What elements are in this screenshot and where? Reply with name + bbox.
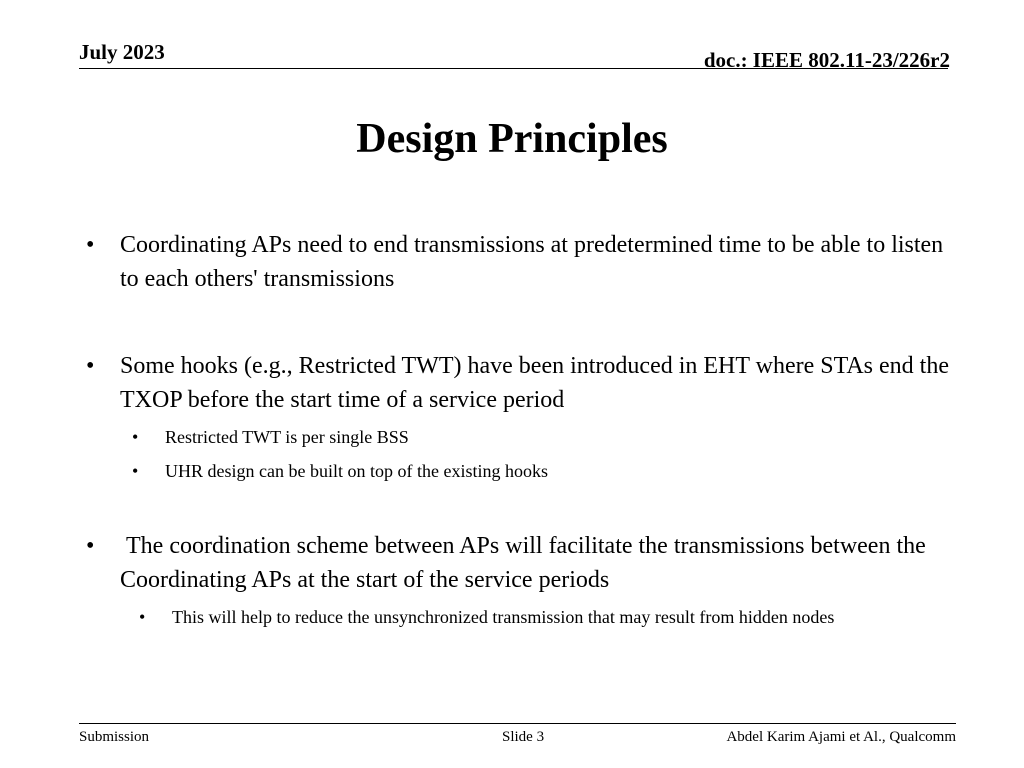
header-doc-id: doc.: IEEE 802.11-23/226r2 xyxy=(703,48,950,72)
bullet-marker: • xyxy=(86,353,95,379)
bullet-marker: • xyxy=(139,607,146,627)
sub-bullet-item xyxy=(132,423,955,451)
footer-author: Abdel Karim Ajami et Al., Qualcomm xyxy=(726,729,956,745)
bullet-marker: • xyxy=(132,427,139,447)
sub-bullet-item xyxy=(132,457,955,485)
bullet-marker: • xyxy=(86,232,95,258)
bullet-marker: • xyxy=(132,461,139,481)
bullet-marker: • xyxy=(86,533,95,559)
bullet-item xyxy=(86,529,950,597)
sub-bullet-item xyxy=(139,603,962,631)
bullet-item xyxy=(86,228,950,296)
slide-title: Design Principles xyxy=(356,116,668,162)
bullet-text: Some hooks (e.g., Restricted TWT) have been introduced in EHT where STAs end the TXOP before the start time of a service period xyxy=(120,353,949,413)
header-date: July 2023 xyxy=(79,40,165,64)
sub-bullet-text: Restricted TWT is per single BSS xyxy=(165,427,409,447)
footer-divider xyxy=(79,723,956,724)
sub-bullet-text: This will help to reduce the unsynchronized transmission that may result from hidden nodes xyxy=(172,607,835,627)
header-divider xyxy=(79,68,948,69)
footer-slide-number: Slide 3 xyxy=(502,729,545,745)
bullet-text: The coordination scheme between APs will facilitate the transmissions between the Coordinating APs at the start of the service periods xyxy=(120,533,932,593)
bullet-text: Coordinating APs need to end transmissions at predetermined time to be able to listen to each others' transmissions xyxy=(120,232,944,292)
sub-bullet-text: UHR design can be built on top of the existing hooks xyxy=(165,461,548,481)
footer-submission: Submission xyxy=(79,729,150,745)
bullet-item xyxy=(86,349,950,417)
